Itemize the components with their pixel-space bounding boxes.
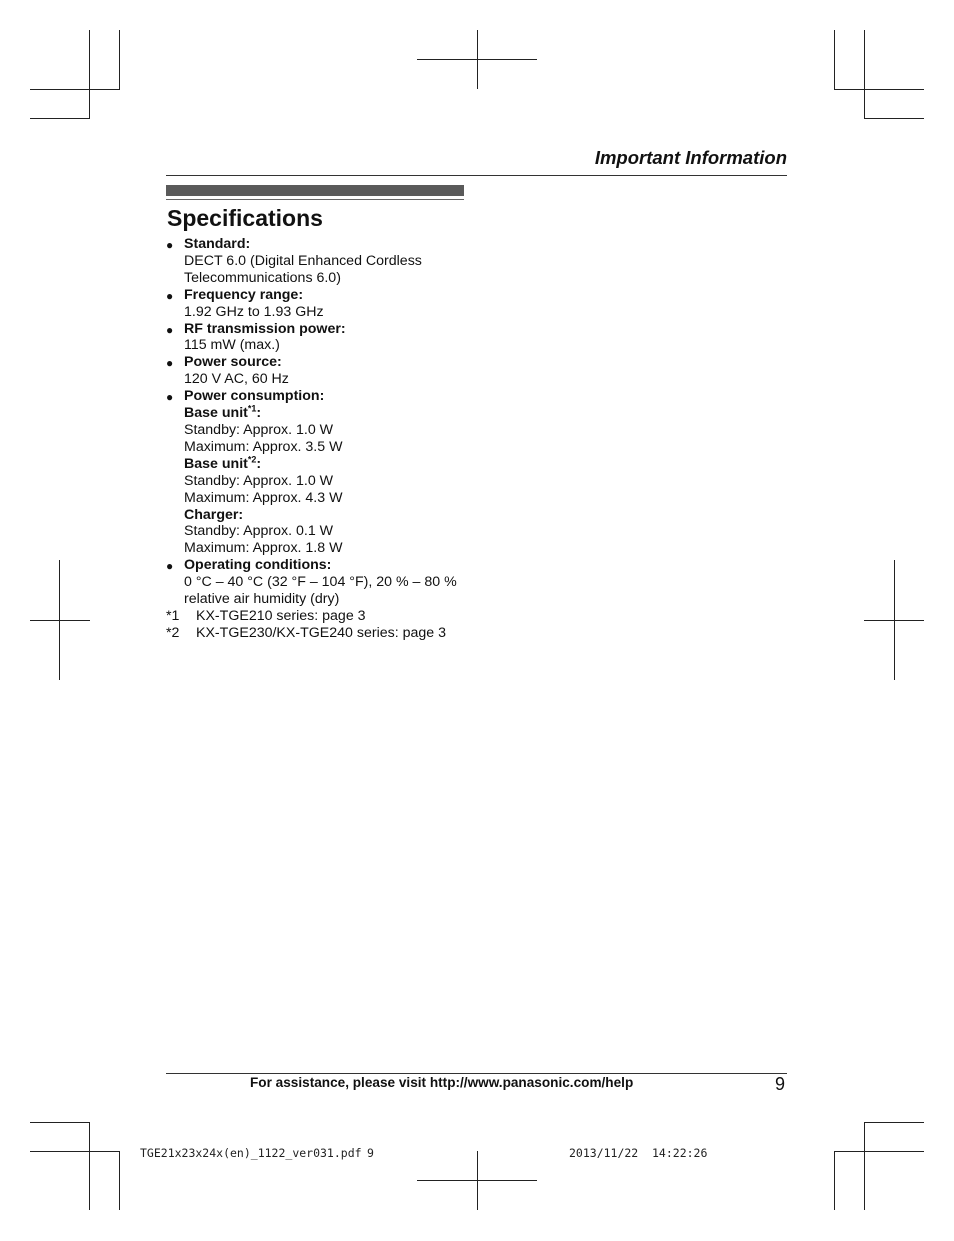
spec-standard: [166, 236, 486, 287]
spec-label: Power source:: [184, 354, 282, 371]
footer-assistance: For assistance, please visit http://www.panasonic.com/help: [250, 1075, 634, 1090]
spec-value: 0 °C – 40 °C (32 °F – 104 °F), 20 % – 80 %: [184, 574, 457, 591]
header-title: Important Information: [594, 147, 787, 168]
footnote-text: KX-TGE230/KX-TGE240 series: page 3: [196, 624, 446, 641]
spec-value: Standby: Approx. 1.0 W: [184, 472, 334, 489]
spec-power-consumption: [166, 388, 486, 557]
footnote-text: KX-TGE210 series: page 3: [196, 607, 366, 624]
spec-rf-power: [166, 321, 486, 355]
specs-list: [166, 236, 486, 642]
spec-label: Standard:: [184, 236, 251, 252]
sub-label-charger: Charger:: [184, 506, 244, 523]
spec-value: DECT 6.0 (Digital Enhanced Cordless: [184, 252, 422, 269]
spec-power-source: [166, 354, 486, 388]
spec-label: Frequency range:: [184, 286, 304, 303]
spec-value: 1.92 GHz to 1.93 GHz: [184, 303, 324, 320]
print-file: TGE21x23x24x(en)_1122_ver031.pdf: [140, 1146, 362, 1160]
spec-value: Standby: Approx. 1.0 W: [184, 421, 334, 438]
spec-operating-conditions: [166, 557, 486, 608]
spec-label: Power consumption:: [184, 388, 325, 405]
section-bar: [166, 185, 464, 196]
bullet-icon: ●: [166, 559, 174, 574]
bullet-icon: ●: [166, 390, 174, 405]
print-time: 14:22:26: [652, 1146, 708, 1160]
bullet-icon: ●: [166, 288, 174, 303]
page-number: 9: [775, 1074, 786, 1094]
spec-value: Standby: Approx. 0.1 W: [184, 523, 334, 540]
print-date: 2013/11/22: [569, 1146, 639, 1160]
print-page: 9: [367, 1146, 374, 1160]
footnote-ref: *1: [247, 403, 257, 414]
spec-value: Maximum: Approx. 4.3 W: [184, 489, 343, 506]
header-rule: [166, 175, 787, 176]
footnote-mark: *1: [166, 607, 180, 624]
spec-label: RF transmission power:: [184, 320, 346, 337]
sub-label-base-unit-1: Base unit$^{*1}$:: [184, 403, 262, 422]
section-bar-underline: [166, 199, 464, 200]
spec-label: Operating conditions:: [184, 557, 332, 574]
spec-value: relative air humidity (dry): [184, 591, 340, 608]
spec-frequency-range: [166, 287, 486, 321]
spec-value: 115 mW (max.): [184, 337, 280, 354]
footnote-1: [166, 608, 486, 625]
spec-value: 120 V AC, 60 Hz: [184, 371, 289, 388]
bullet-icon: ●: [166, 356, 174, 371]
spec-value: Telecommunications 6.0): [184, 269, 341, 286]
footnote-mark: *2: [166, 624, 180, 641]
bullet-icon: ●: [166, 322, 174, 337]
spec-value: Maximum: Approx. 3.5 W: [184, 438, 343, 455]
footnote-2: [166, 625, 486, 642]
footnote-ref: *2: [247, 454, 257, 465]
section-title: Specifications: [167, 205, 323, 231]
sub-label-base-unit-2: Base unit$^{*2}$:: [184, 454, 262, 472]
spec-value: Maximum: Approx. 1.8 W: [184, 540, 343, 557]
bullet-icon: ●: [166, 238, 174, 252]
